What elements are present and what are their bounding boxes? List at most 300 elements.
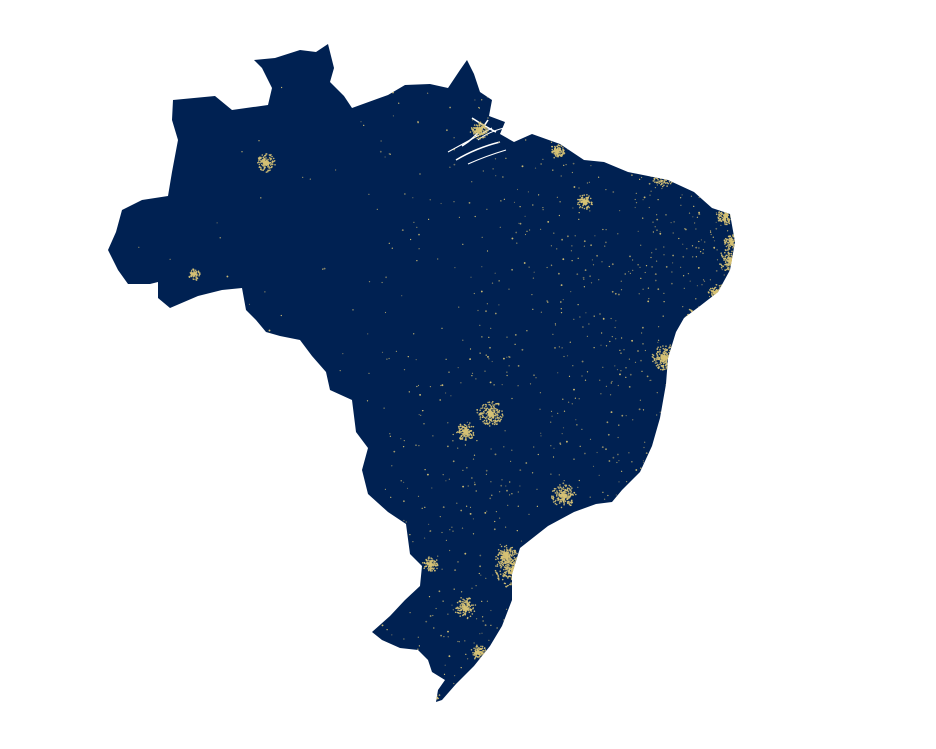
- population-dot: [474, 484, 476, 486]
- population-dot: [413, 333, 414, 334]
- population-dot: [701, 239, 702, 240]
- population-dot: [445, 392, 446, 393]
- population-dot: [682, 306, 683, 307]
- population-dot: [644, 197, 646, 199]
- population-dot: [645, 272, 646, 273]
- population-dot: [506, 609, 507, 610]
- population-dot: [717, 259, 718, 260]
- population-dot: [496, 409, 498, 411]
- population-dot: [471, 649, 473, 651]
- population-dot: [684, 228, 685, 229]
- population-dot: [522, 349, 524, 351]
- population-dot: [469, 202, 471, 204]
- population-dot: [511, 571, 513, 573]
- population-dot: [605, 242, 607, 244]
- population-dot: [646, 265, 647, 266]
- population-dot: [572, 207, 573, 208]
- population-dot: [447, 446, 449, 448]
- population-dot: [663, 246, 664, 247]
- population-dot: [710, 232, 711, 233]
- population-dot: [484, 124, 486, 126]
- population-dot: [506, 357, 507, 358]
- population-dot: [655, 360, 657, 362]
- population-dot: [540, 392, 541, 393]
- population-dot: [340, 370, 341, 371]
- population-dot: [580, 206, 582, 208]
- population-dot: [469, 601, 471, 603]
- population-dot: [464, 434, 466, 436]
- population-dot: [551, 497, 553, 499]
- population-dot: [663, 293, 664, 294]
- population-dot: [576, 273, 578, 275]
- population-dot: [554, 488, 556, 490]
- population-dot: [553, 157, 555, 159]
- population-dot: [459, 641, 460, 642]
- population-dot: [635, 362, 636, 363]
- population-dot: [555, 492, 557, 494]
- population-dot: [393, 451, 395, 453]
- population-dot: [641, 371, 642, 372]
- population-dot: [567, 355, 568, 356]
- population-dot: [470, 277, 471, 278]
- population-dot: [472, 652, 474, 654]
- population-dot: [489, 425, 491, 427]
- population-dot: [491, 419, 493, 421]
- population-dot: [439, 694, 441, 696]
- population-dot: [487, 408, 489, 410]
- population-dot: [556, 151, 558, 153]
- population-dot: [584, 208, 586, 210]
- population-dot: [386, 359, 387, 360]
- population-dot: [581, 198, 583, 200]
- population-dot: [561, 312, 562, 313]
- population-dot: [469, 431, 471, 433]
- population-dot: [465, 427, 467, 429]
- population-dot: [639, 267, 640, 268]
- population-dot: [480, 646, 482, 648]
- population-dot: [731, 253, 733, 255]
- population-dot: [643, 289, 644, 290]
- population-dot: [500, 227, 501, 228]
- population-dot: [619, 374, 621, 376]
- population-dot: [262, 154, 264, 156]
- population-dot: [657, 181, 659, 183]
- population-dot: [440, 516, 441, 517]
- population-dot: [663, 365, 665, 367]
- population-dot: [662, 354, 664, 356]
- population-dot: [593, 466, 594, 467]
- population-dot: [492, 423, 494, 425]
- population-dot: [658, 326, 659, 327]
- population-dot: [482, 123, 484, 125]
- population-dot: [682, 256, 684, 258]
- population-dot: [473, 434, 475, 436]
- population-dot: [502, 384, 503, 385]
- population-dot: [490, 411, 492, 413]
- population-dot: [494, 415, 496, 417]
- population-dot: [489, 498, 491, 500]
- population-dot: [485, 413, 487, 415]
- population-dot: [658, 199, 659, 200]
- population-dot: [489, 401, 491, 403]
- population-dot: [467, 599, 469, 601]
- population-dot: [509, 365, 510, 366]
- population-dot: [480, 129, 482, 131]
- population-dot: [639, 293, 640, 294]
- population-dot: [666, 182, 668, 184]
- population-dot: [555, 500, 557, 502]
- population-dot: [639, 408, 641, 410]
- population-dot: [493, 417, 495, 419]
- population-dot: [500, 416, 502, 418]
- population-dot: [657, 364, 659, 366]
- population-dot: [432, 435, 433, 436]
- population-dot: [611, 318, 612, 319]
- population-dot: [467, 617, 469, 619]
- population-dot: [517, 189, 518, 190]
- population-dot: [594, 316, 595, 317]
- population-dot: [465, 444, 466, 445]
- population-dot: [425, 469, 426, 470]
- population-dot: [571, 502, 573, 504]
- population-dot: [488, 358, 489, 359]
- population-dot: [660, 359, 662, 361]
- population-dot: [585, 269, 587, 271]
- population-dot: [575, 235, 576, 236]
- population-dot: [617, 369, 618, 370]
- population-dot: [652, 357, 654, 359]
- population-dot: [220, 237, 221, 238]
- population-dot: [559, 346, 560, 347]
- population-dot: [569, 488, 571, 490]
- population-dot: [599, 380, 600, 381]
- population-dot: [471, 477, 472, 478]
- population-dot: [419, 394, 421, 396]
- population-dot: [391, 465, 392, 466]
- population-dot: [509, 481, 510, 482]
- population-dot: [654, 178, 656, 180]
- population-dot: [457, 602, 459, 604]
- population-dot: [666, 185, 668, 187]
- population-dot: [584, 240, 586, 242]
- population-dot: [479, 409, 481, 411]
- population-dot: [481, 126, 483, 128]
- population-dot: [492, 401, 494, 403]
- population-dot: [635, 207, 636, 208]
- population-dot: [447, 614, 448, 615]
- population-dot: [563, 165, 564, 166]
- population-dot: [494, 384, 495, 385]
- population-dot: [502, 579, 504, 581]
- population-dot: [568, 494, 570, 496]
- population-dot: [555, 503, 557, 505]
- population-dot: [487, 402, 489, 404]
- population-dot: [657, 179, 659, 181]
- population-dot: [490, 413, 492, 415]
- population-dot: [475, 128, 477, 130]
- population-dot: [621, 471, 622, 472]
- population-dot: [481, 291, 483, 293]
- population-dot: [443, 601, 444, 602]
- population-dot: [531, 294, 532, 295]
- population-dot: [458, 307, 459, 308]
- population-dot: [561, 507, 563, 509]
- population-dot: [558, 499, 560, 501]
- population-dot: [495, 570, 497, 572]
- population-dot: [573, 163, 575, 165]
- population-dot: [475, 604, 477, 606]
- population-dot: [418, 385, 419, 386]
- population-dot: [621, 281, 622, 282]
- population-dot: [647, 376, 649, 378]
- population-dot: [380, 151, 382, 153]
- population-dot: [490, 625, 491, 626]
- population-dot: [508, 289, 509, 290]
- population-dot: [616, 462, 617, 463]
- population-dot: [579, 316, 580, 317]
- population-dot: [621, 415, 623, 417]
- population-dot: [692, 256, 693, 257]
- population-dot: [482, 650, 484, 652]
- population-dot: [695, 247, 697, 249]
- population-dot: [598, 177, 599, 178]
- population-dot: [726, 255, 728, 257]
- population-dot: [468, 437, 470, 439]
- population-dot: [265, 157, 267, 159]
- population-dot: [454, 675, 455, 676]
- population-dot: [655, 273, 657, 275]
- population-dot: [684, 288, 685, 289]
- population-dot: [659, 364, 661, 366]
- population-dot: [271, 166, 273, 168]
- population-dot: [626, 415, 627, 416]
- population-dot: [562, 498, 564, 500]
- population-dot: [563, 153, 565, 155]
- population-dot: [618, 425, 619, 426]
- population-dot: [471, 375, 472, 376]
- population-dot: [589, 275, 591, 277]
- population-dot: [462, 486, 464, 488]
- population-dot: [471, 588, 472, 589]
- population-dot: [552, 490, 554, 492]
- population-dot: [725, 249, 727, 251]
- population-dot: [573, 319, 574, 320]
- population-dot: [664, 357, 666, 359]
- population-dot: [335, 169, 336, 170]
- population-dot: [270, 158, 272, 160]
- population-dot: [462, 426, 464, 428]
- population-dot: [470, 348, 471, 349]
- population-dot: [559, 474, 560, 475]
- population-dot: [547, 302, 548, 303]
- population-dot: [469, 358, 471, 360]
- population-dot: [551, 151, 553, 153]
- population-dot: [566, 485, 568, 487]
- population-dot: [480, 122, 482, 124]
- population-dot: [302, 177, 303, 178]
- population-dot: [557, 197, 558, 198]
- population-dot: [498, 142, 499, 143]
- population-dot: [659, 353, 661, 355]
- population-dot: [621, 289, 622, 290]
- population-dot: [629, 386, 631, 388]
- population-dot: [367, 333, 368, 334]
- population-dot: [489, 347, 491, 349]
- population-dot: [570, 486, 572, 488]
- population-dot: [258, 140, 259, 141]
- population-dot: [503, 446, 504, 447]
- population-dot: [571, 250, 572, 251]
- population-dot: [462, 528, 463, 529]
- population-dot: [476, 440, 477, 441]
- population-dot: [310, 179, 311, 180]
- population-dot: [726, 269, 728, 271]
- population-dot: [499, 518, 500, 519]
- population-dot: [488, 409, 490, 411]
- population-dot: [636, 202, 637, 203]
- population-dot: [454, 137, 455, 138]
- population-dot: [612, 291, 614, 293]
- population-dot: [518, 223, 519, 224]
- population-dot: [460, 610, 462, 612]
- population-dot: [509, 576, 511, 578]
- population-dot: [460, 510, 462, 512]
- population-dot: [462, 606, 464, 608]
- population-dot: [579, 204, 581, 206]
- population-dot: [726, 263, 728, 265]
- population-dot: [586, 201, 588, 203]
- population-dot: [670, 183, 672, 185]
- population-dot: [467, 605, 469, 607]
- population-dot: [518, 491, 519, 492]
- population-dot: [483, 133, 485, 135]
- population-dot: [560, 499, 562, 501]
- population-dot: [654, 181, 656, 183]
- population-dot: [447, 631, 449, 633]
- population-dot: [410, 239, 411, 240]
- population-dot: [582, 326, 584, 328]
- population-dot: [713, 247, 715, 249]
- population-dot: [412, 541, 413, 542]
- population-dot: [664, 181, 666, 183]
- population-dot: [501, 479, 502, 480]
- population-dot: [591, 202, 593, 204]
- population-dot: [484, 417, 486, 419]
- population-dot: [479, 573, 480, 574]
- population-dot: [652, 222, 653, 223]
- population-dot: [470, 606, 472, 608]
- population-dot: [583, 277, 585, 279]
- population-dot: [415, 445, 416, 446]
- population-dot: [602, 229, 603, 230]
- population-dot: [482, 415, 484, 417]
- population-dot: [532, 309, 533, 310]
- population-dot: [488, 418, 490, 420]
- population-dot: [281, 315, 282, 316]
- population-dot: [714, 240, 715, 241]
- population-dot: [715, 228, 717, 230]
- population-dot: [653, 355, 655, 357]
- population-dot: [617, 454, 619, 456]
- population-dot: [490, 328, 491, 329]
- population-dot: [564, 497, 566, 499]
- population-dot: [497, 627, 498, 628]
- population-dot: [698, 213, 700, 215]
- population-dot: [473, 426, 475, 428]
- population-dot: [448, 372, 449, 373]
- population-dot: [473, 127, 475, 129]
- population-dot: [456, 608, 458, 610]
- population-dot: [663, 185, 665, 187]
- population-dot: [619, 350, 620, 351]
- population-dot: [585, 380, 586, 381]
- population-dot: [600, 393, 601, 394]
- population-dot: [389, 433, 390, 434]
- population-dot: [474, 642, 475, 643]
- population-dot: [614, 365, 615, 366]
- population-dot: [620, 370, 621, 371]
- population-dot: [487, 117, 488, 118]
- population-dot: [461, 606, 463, 608]
- population-dot: [491, 406, 493, 408]
- population-dot: [530, 383, 531, 384]
- population-dot: [419, 414, 420, 415]
- population-dot: [540, 435, 541, 436]
- population-dot: [728, 252, 730, 254]
- population-dot: [324, 268, 326, 270]
- population-dot: [650, 257, 651, 258]
- population-dot: [568, 485, 570, 487]
- population-dot: [579, 212, 580, 213]
- population-dot: [674, 221, 675, 222]
- population-dot: [660, 346, 662, 348]
- population-dot: [491, 448, 492, 449]
- population-dot: [454, 589, 455, 590]
- population-dot: [479, 125, 481, 127]
- population-dot: [439, 399, 441, 401]
- population-dot: [487, 415, 489, 417]
- population-dot: [263, 163, 265, 165]
- population-dot: [480, 416, 482, 418]
- population-dot: [462, 608, 464, 610]
- population-dot: [566, 441, 568, 443]
- population-dot: [571, 493, 573, 495]
- population-dot: [593, 264, 594, 265]
- population-dot: [495, 408, 497, 410]
- population-dot: [472, 604, 474, 606]
- population-dot: [453, 434, 454, 435]
- population-dot: [563, 502, 565, 504]
- population-dot: [532, 472, 533, 473]
- population-dot: [451, 605, 452, 606]
- population-dot: [506, 337, 507, 338]
- population-dot: [512, 551, 514, 553]
- population-dot: [478, 123, 480, 125]
- population-dot: [577, 203, 579, 205]
- population-dot: [422, 410, 423, 411]
- population-dot: [518, 385, 519, 386]
- population-dot: [560, 201, 561, 202]
- population-dot: [396, 351, 397, 352]
- population-dot: [663, 367, 665, 369]
- population-dot: [617, 233, 618, 234]
- population-dot: [579, 398, 580, 399]
- population-dot: [585, 312, 586, 313]
- population-dot: [420, 415, 421, 416]
- population-dot: [578, 202, 580, 204]
- population-dot: [441, 532, 442, 533]
- population-dot: [590, 198, 592, 200]
